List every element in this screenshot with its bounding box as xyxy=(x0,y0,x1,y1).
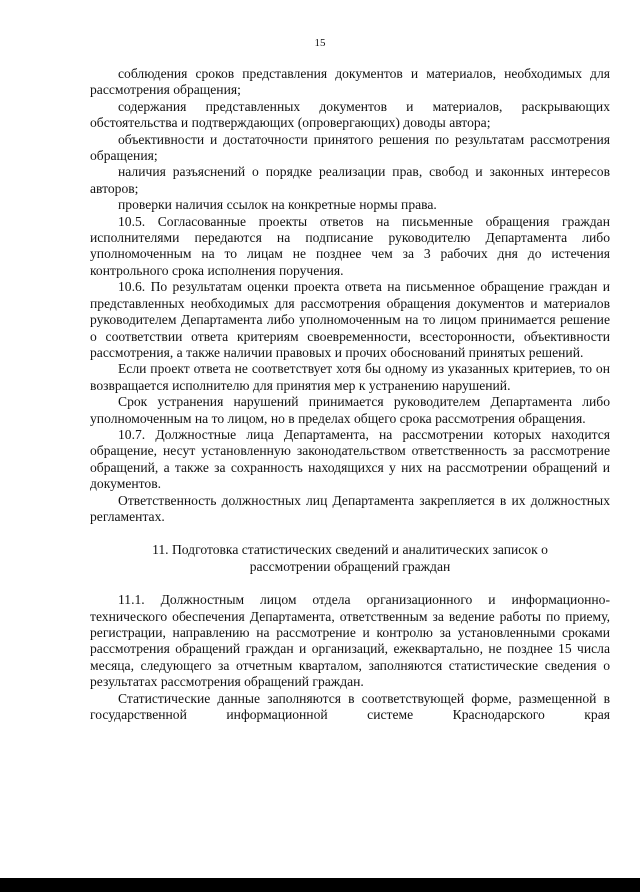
section-heading: 11. Подготовка статистических сведений и аналитических записок о рассмотрении обращений граждан xyxy=(152,542,548,574)
paragraph-violation-deadline: Срок устранения нарушений принимается руководителем Департамента либо уполномоченным на то лицом, но в пределах общего срока рассмотрения обращения. xyxy=(90,394,610,426)
paragraph-criteria-contents: содержания представленных документов и материалов, раскрывающих обстоятельства и подтверждающих (опровергающих) доводы автора; xyxy=(90,98,610,131)
spacer xyxy=(90,575,610,592)
document-body xyxy=(90,66,610,723)
paragraph-criteria-objectivity: объективности и достаточности принятого решения по результатам рассмотрения обращения; xyxy=(90,131,610,164)
page-number: 15 xyxy=(314,37,326,49)
scan-edge-bar xyxy=(0,878,640,892)
paragraph-criteria-references: проверки наличия ссылок на конкретные нормы права. xyxy=(118,197,437,213)
spacer xyxy=(90,525,610,542)
paragraph-11-1: 11.1. Должностным лицом отдела организационного и информационно-технического обеспечения Департамента, ответственным за ведение работы по приему, регистрации, направлению на рассмотрение и контролю за установленными сроками рассмотрения обращений граждан и организаций, ежеквартально, не позднее 15 числа месяца, следующего за отчетным кварталом, заполняются статистические сведения о результатах рассмотрения обращений граждан. xyxy=(90,592,610,690)
paragraph-criteria-deadlines: соблюдения сроков представления документов и материалов, необходимых для рассмотрения обращения; xyxy=(90,66,610,98)
paragraph-statistics-form: Статистические данные заполняются в соответствующей форме, размещенной в государственной информационной системе Краснодарского края xyxy=(90,690,610,723)
paragraph-10-7: 10.7. Должностные лица Департамента, на рассмотрении которых находится обращение, несут установленную законодательством ответственность за рассмотрение обращений, а также за сохранность находящихся у них на рассмотрении обращений и документов. xyxy=(90,426,610,492)
paragraph-return-to-executor: Если проект ответа не соответствует хотя бы одному из указанных критериев, то он возвращается исполнителю для принятия мер к устранению нарушений. xyxy=(90,361,610,393)
paragraph-10-6: 10.6. По результатам оценки проекта ответа на письменное обращение граждан и представленных необходимых для рассмотрения обращения документов и материалов руководителем Департамента либо уполномоченным на то лицом принимается решение о соответствии ответа критериям своевременности, всесторонности, объективности рассмотрения, а также наличии правовых и прочих обоснований принятых решений. xyxy=(90,279,610,360)
paragraph-10-5: 10.5. Согласованные проекты ответов на письменные обращения граждан исполнителями передаются на подписание руководителю Департамента либо уполномоченным на то лицам не позднее чем за 3 рабочих дня до истечения контрольного срока исполнения поручения. xyxy=(90,213,610,278)
paragraph-responsibility: Ответственность должностных лиц Департамента закрепляется в их должностных регламентах. xyxy=(90,492,610,524)
paragraph-criteria-explanations: наличия разъяснений о порядке реализации прав, свобод и законных интересов авторов; xyxy=(90,164,610,196)
